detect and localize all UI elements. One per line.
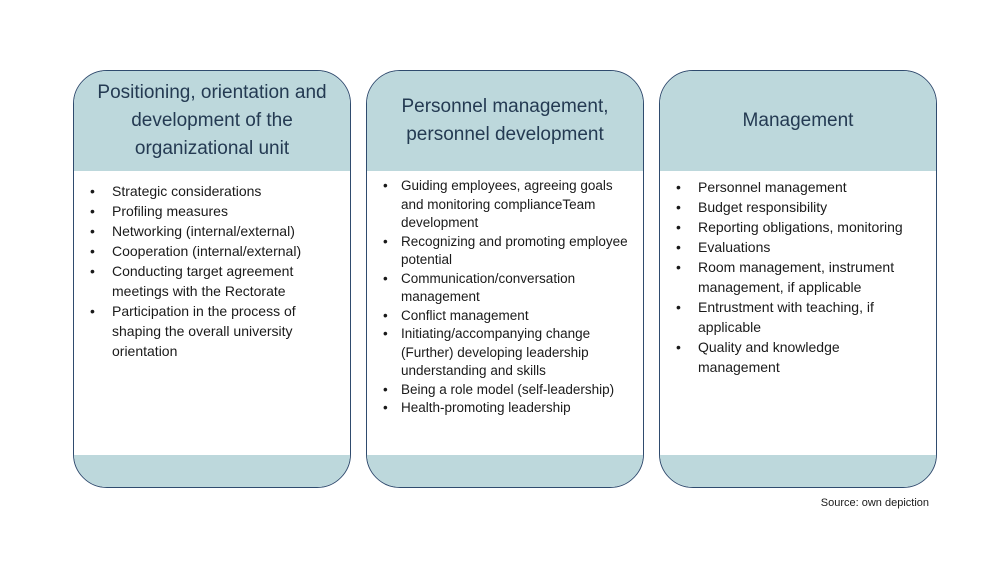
bullet-icon: • <box>90 183 95 199</box>
bullet-icon: • <box>90 223 95 239</box>
bullet-icon: • <box>676 239 681 255</box>
bullet-icon: • <box>383 307 388 323</box>
bullet-icon: • <box>383 381 388 397</box>
list-item: • Cooperation (internal/external) <box>90 243 302 259</box>
list-item: • Quality and knowledge management <box>676 339 840 375</box>
list-item: • Evaluations <box>676 239 771 255</box>
list-item: • Initiating/accompanying change (Further) developing leadership understanding and skills <box>383 326 591 378</box>
list-item: • Networking (internal/external) <box>90 223 295 239</box>
card-footer <box>660 455 936 487</box>
card-body <box>660 171 936 455</box>
card-personnel-management <box>366 70 644 488</box>
list-item: • Budget responsibility <box>676 199 828 215</box>
list-item: • Recognizing and promoting employee potential <box>383 233 628 267</box>
list-item: • Being a role model (self-leadership) <box>381 381 629 400</box>
bullet-icon: • <box>383 400 388 415</box>
bullet-icon: • <box>676 219 681 235</box>
list-item: • Conducting target agreement meetings with the Rectorate <box>90 263 294 299</box>
list-item: • Entrustment with teaching, if applicable <box>676 299 874 335</box>
bullet-icon: • <box>676 179 681 195</box>
card-title: Management <box>660 71 936 171</box>
list-item: • Reporting obligations, monitoring <box>676 219 903 235</box>
bullet-list <box>88 181 336 361</box>
list-item: • Communication/conversation management <box>383 270 576 304</box>
bullet-list <box>674 177 922 377</box>
bullet-icon: • <box>90 263 95 279</box>
list-item: • Health-promoting leadership <box>381 399 629 418</box>
list-item: • Profiling measures <box>90 203 228 219</box>
card-body <box>367 171 643 455</box>
card-management <box>659 70 937 488</box>
bullet-icon: • <box>383 270 388 286</box>
bullet-icon: • <box>676 339 681 355</box>
list-item: • Guiding employees, agreeing goals and monitoring complianceTeam development <box>383 178 613 230</box>
bullet-icon: • <box>90 243 95 259</box>
list-item: • Personnel management <box>676 179 847 195</box>
list-item: • Conflict management <box>381 307 629 326</box>
bullet-icon: • <box>383 326 388 341</box>
card-organizational-unit <box>73 70 351 488</box>
card-body <box>74 171 350 455</box>
bullet-icon: • <box>676 199 681 215</box>
bullet-icon: • <box>383 233 388 249</box>
bullet-icon: • <box>676 259 681 275</box>
list-item: • Participation in the process of shaping the overall university orientation <box>90 303 296 359</box>
bullet-icon: • <box>383 178 388 193</box>
card-footer <box>367 455 643 487</box>
list-item: • Room management, instrument management, if applicable <box>676 259 895 295</box>
bullet-icon: • <box>90 203 95 219</box>
card-footer <box>74 455 350 487</box>
bullet-icon: • <box>90 303 95 319</box>
card-title: Personnel management, personnel development <box>367 71 643 171</box>
bullet-icon: • <box>676 299 681 315</box>
card-title: Positioning, orientation and development of the organizational unit <box>74 71 350 171</box>
source-note: Source: own depiction <box>820 497 929 509</box>
list-item: • Strategic considerations <box>90 183 262 199</box>
bullet-list <box>381 177 629 418</box>
